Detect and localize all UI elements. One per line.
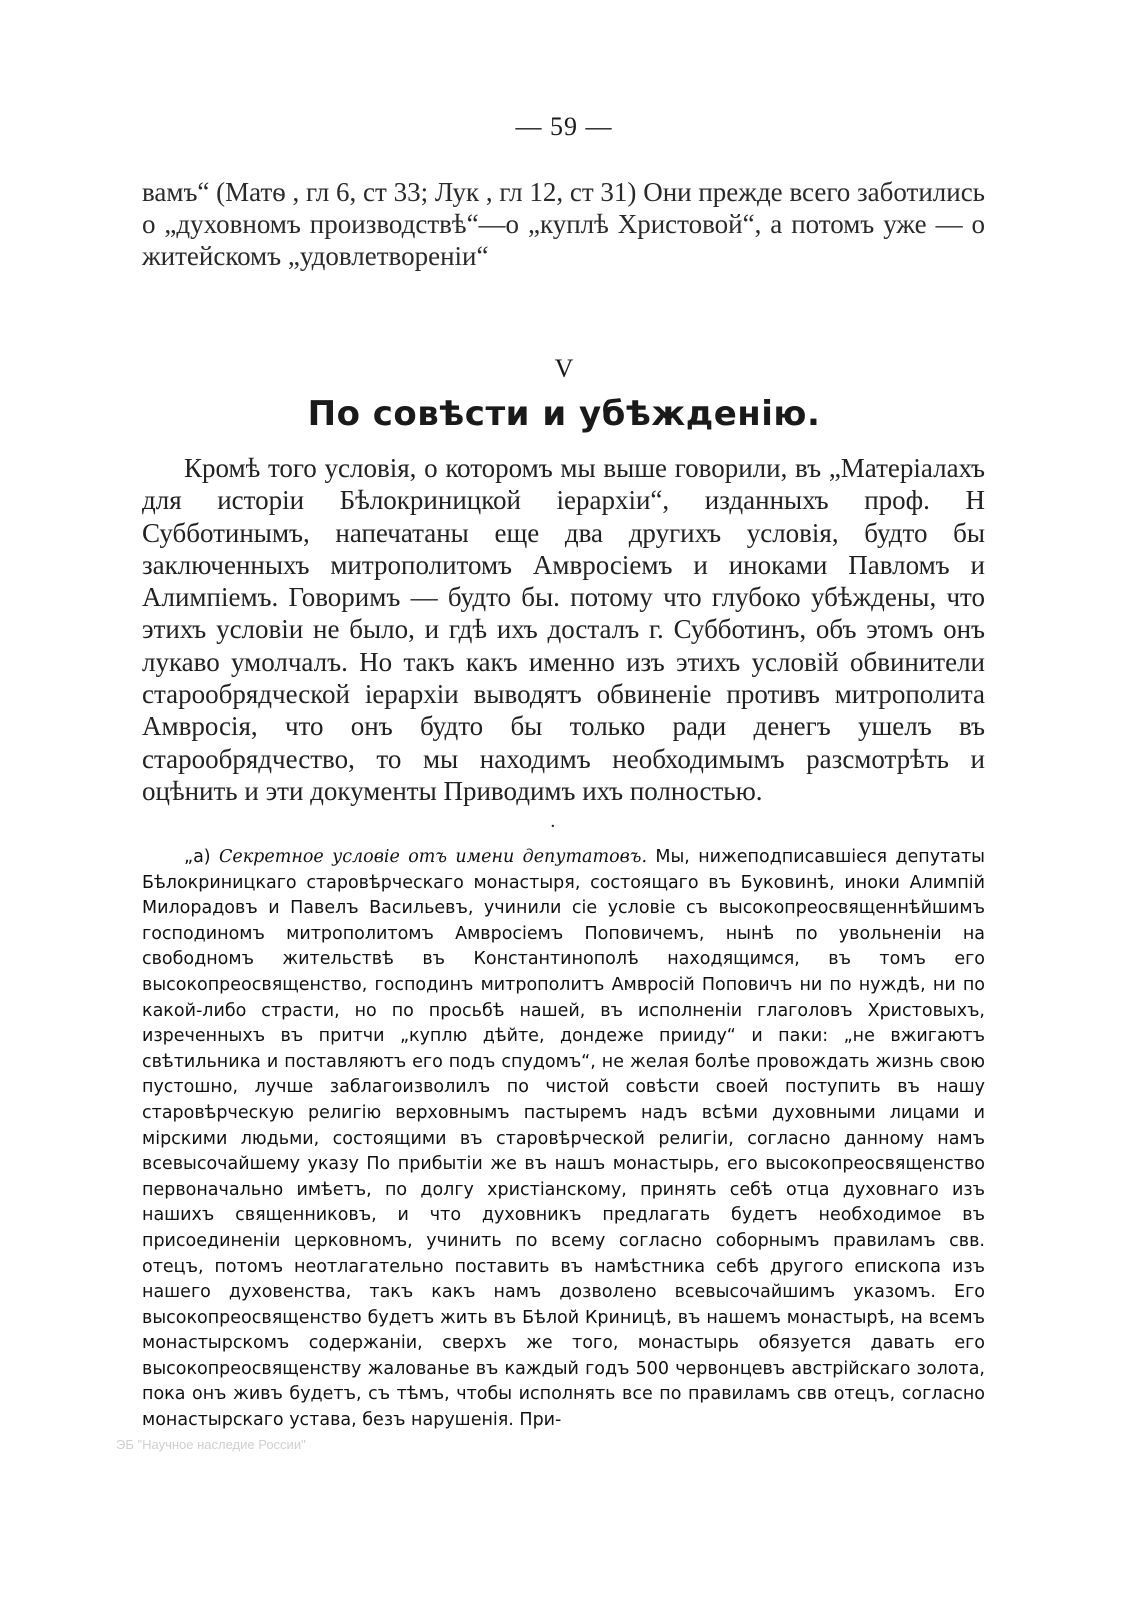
stray-mark: · [550,816,556,837]
quoted-document [142,845,985,1434]
page-number: — 59 — [515,112,613,141]
quote-prefix: „а) [184,847,219,867]
library-watermark: ЭБ "Научное наследие России" [116,1437,306,1452]
section-number: V [554,354,574,383]
quote-heading: Секретное условiе отъ имени депутатовъ. [218,847,648,867]
section-title: По совѣсти и убѣжденiю. [307,394,821,434]
main-paragraph: Кромѣ того условiя, о которомъ мы выше говорили, въ „Матерiалахъ для исторiи Бѣлокриницкой iерархiи“, изданныхъ проф. Н Субботинымъ, напечатаны еще два другихъ условiя, будто бы заключенныхъ митрополитомъ Амвросiемъ и иноками Павломъ и Алимпiемъ. Говоримъ — будто бы. потому что глубоко убѣждены, что этихъ условiи не было, и гдѣ ихъ досталъ г. Субботинъ, объ этомъ онъ лукаво умолчалъ. Но такъ какъ именно изъ этихъ условiй обвинители старообрядческой iерархiи выводятъ обвиненiе противъ митрополита Амвросiя, что онъ будто бы только ради денегъ ушелъ въ старообрядчество, то мы находимъ необходимымъ разсмотрѣть и оцѣнить и эти документы Приводимъ ихъ полностью. [142,453,985,806]
quote-text: Мы, нижеподписавшiеся депутаты Бѣлокриницкаго старовѣрческаго монастыря, состоящаго въ Буковинѣ, иноки Алимпiй Милорадовъ и Павелъ Васильевъ, учинили сiе условiе съ высокопреосвященнѣйшимъ господиномъ митрополитомъ Амвросiемъ Поповичемъ, нынѣ по увольненiи на свободномъ жительствѣ въ Константинополѣ находящимся, въ томъ его высокопреосвященство, господинъ митрополитъ Амвросiй Поповичъ ни по нуждѣ, ни по какой-либо страсти, но по просьбѣ нашей, въ исполненiи глаголовъ Христовыхъ, изреченныхъ въ притчи „куплю дѣйте, дондеже прииду“ и паки: „не вжигаютъ свѣтильника и поставляютъ его подъ спудомъ“, не желая болѣе провождать жизнь свою пустошно, лучше заблагоизволилъ по чистой совѣсти своей поступить въ нашу старовѣрческую религiю верховнымъ пастыремъ надъ всѣми духовными лицами и мiрскими людьми, состоящими въ старовѣрческой религiи, согласно данному намъ всевысочайшему указу По прибытiи же въ нашъ монастырь, его высокопреосвященство первоначально имѣетъ, по долгу христiанскому, принять себѣ отца духовнаго изъ нашихъ священниковъ, и что духовникъ предлагать будетъ необходимое въ присоединенiи церковномъ, учинить по всему согласно соборнымъ правиламъ свв. отецъ, потомъ неотлагательно поставить въ намѣстника себѣ другого епископа изъ нашего духовенства, такъ какъ намъ дозволено всевысочайшимъ указомъ. Его высокопреосвященство будетъ жить въ Бѣлой Криницѣ, въ нашемъ монастырѣ, на всемъ монастырскомъ содержанiи, сверхъ же того, монастырь обязуется давать его высокопреосвященству жалованье въ каждый годъ 500 червонцевъ австрiйскаго золота, пока онъ живъ будетъ, съ тѣмъ, чтобы исполнять все по правиламъ свв отецъ, согласно монастырскаго устава, безъ нарушенiя. При- [142,847,985,1431]
continuation-paragraph: вамъ“ (Матѳ , гл 6, ст 33; Лук , гл 12, ст 31) Они прежде всего заботились о „духовномъ производствѣ“—о „куплѣ Христовой“, а потомъ уже — о житейскомъ „удовлетворенiи“ [142,177,985,271]
